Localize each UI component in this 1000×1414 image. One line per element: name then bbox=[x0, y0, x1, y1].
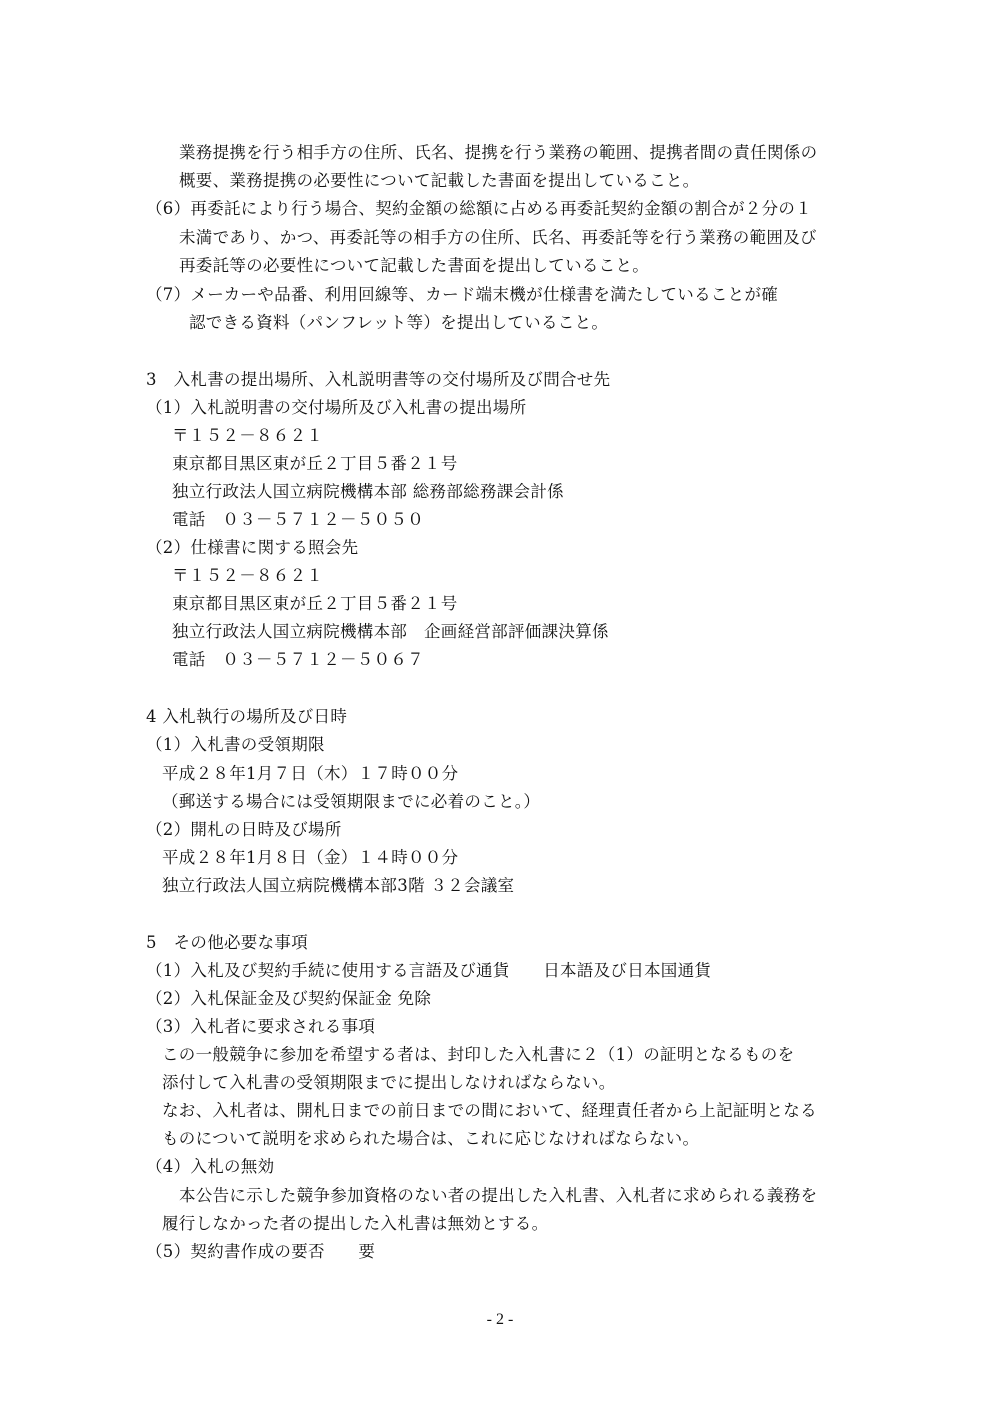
text-line: ものについて説明を求められた場合は、これに応じなければならない。 bbox=[162, 1129, 700, 1148]
text-line: （2）仕様書に関する照会先 bbox=[146, 538, 359, 557]
text-line: 独立行政法人国立病院機構本部 総務部総務課会計係 bbox=[172, 482, 564, 501]
text-line: 〒１５２－８６２１ bbox=[172, 566, 324, 585]
text-line: （1）入札及び契約手続に使用する言語及び通貨 日本語及び日本国通貨 bbox=[146, 961, 712, 980]
text-line: （6）再委託により行う場合、契約金額の総額に占める再委託契約金額の割合が２分の１ bbox=[146, 199, 812, 218]
page-number: - 2 - bbox=[486, 1311, 514, 1328]
text-line: （2）開札の日時及び場所 bbox=[146, 820, 342, 839]
text-line: 本公告に示した競争参加資格のない者の提出した入札書、入札者に求められる義務を bbox=[179, 1186, 818, 1205]
text-line: （2）入札保証金及び契約保証金 免除 bbox=[146, 989, 432, 1008]
text-line: （1）入札説明書の交付場所及び入札書の提出場所 bbox=[146, 398, 527, 417]
text-line: 電話 ０３－５７１２－５０６７ bbox=[172, 650, 424, 669]
text-line: 独立行政法人国立病院機構本部 企画経営部評価課決算係 bbox=[172, 622, 609, 641]
text-line: 電話 ０３－５７１２－５０５０ bbox=[172, 510, 424, 529]
text-line: （4）入札の無効 bbox=[146, 1157, 275, 1176]
text-line: 東京都目黒区東が丘２丁目５番２１号 bbox=[172, 454, 458, 473]
text-line: 東京都目黒区東が丘２丁目５番２１号 bbox=[172, 594, 458, 613]
text-line: （7）メーカーや品番、利用回線等、カード端末機が仕様書を満たしていることが確 bbox=[146, 285, 779, 304]
section-heading: 4 入札執行の場所及び日時 bbox=[146, 707, 348, 726]
text-line: この一般競争に参加を希望する者は、封印した入札書に２（1）の証明となるものを bbox=[162, 1045, 795, 1064]
text-line: 履行しなかった者の提出した入札書は無効とする。 bbox=[162, 1214, 549, 1233]
text-line: （郵送する場合には受領期限までに必着のこと。） bbox=[162, 792, 541, 811]
section-heading: 5 その他必要な事項 bbox=[146, 933, 308, 952]
text-line: 〒１５２－８６２１ bbox=[172, 426, 324, 445]
text-line: 平成２８年1月７日（木）１７時００分 bbox=[162, 764, 459, 783]
text-line: 独立行政法人国立病院機構本部3階 ３２会議室 bbox=[162, 876, 515, 895]
text-line: なお、入札者は、開札日までの前日までの間において、経理責任者から上記証明となる bbox=[162, 1101, 817, 1120]
section-heading: 3 入札書の提出場所、入札説明書等の交付場所及び問合せ先 bbox=[146, 370, 611, 389]
text-line: 認できる資料（パンフレット等）を提出していること。 bbox=[189, 313, 609, 332]
text-line: （1）入札書の受領期限 bbox=[146, 735, 325, 754]
text-line: 概要、業務提携の必要性について記載した書面を提出していること。 bbox=[179, 171, 700, 190]
text-line: 平成２８年1月８日（金）１４時００分 bbox=[162, 848, 459, 867]
text-line: 業務提携を行う相手方の住所、氏名、提携を行う業務の範囲、提携者間の責任関係の bbox=[179, 143, 818, 162]
text-line: 添付して入札書の受領期限までに提出しなければならない。 bbox=[162, 1073, 616, 1092]
text-line: （5）契約書作成の要否 要 bbox=[146, 1242, 376, 1261]
text-line: 再委託等の必要性について記載した書面を提出していること。 bbox=[179, 256, 650, 275]
text-line: （3）入札者に要求される事項 bbox=[146, 1017, 376, 1036]
text-line: 未満であり、かつ、再委託等の相手方の住所、氏名、再委託等を行う業務の範囲及び bbox=[179, 228, 817, 247]
